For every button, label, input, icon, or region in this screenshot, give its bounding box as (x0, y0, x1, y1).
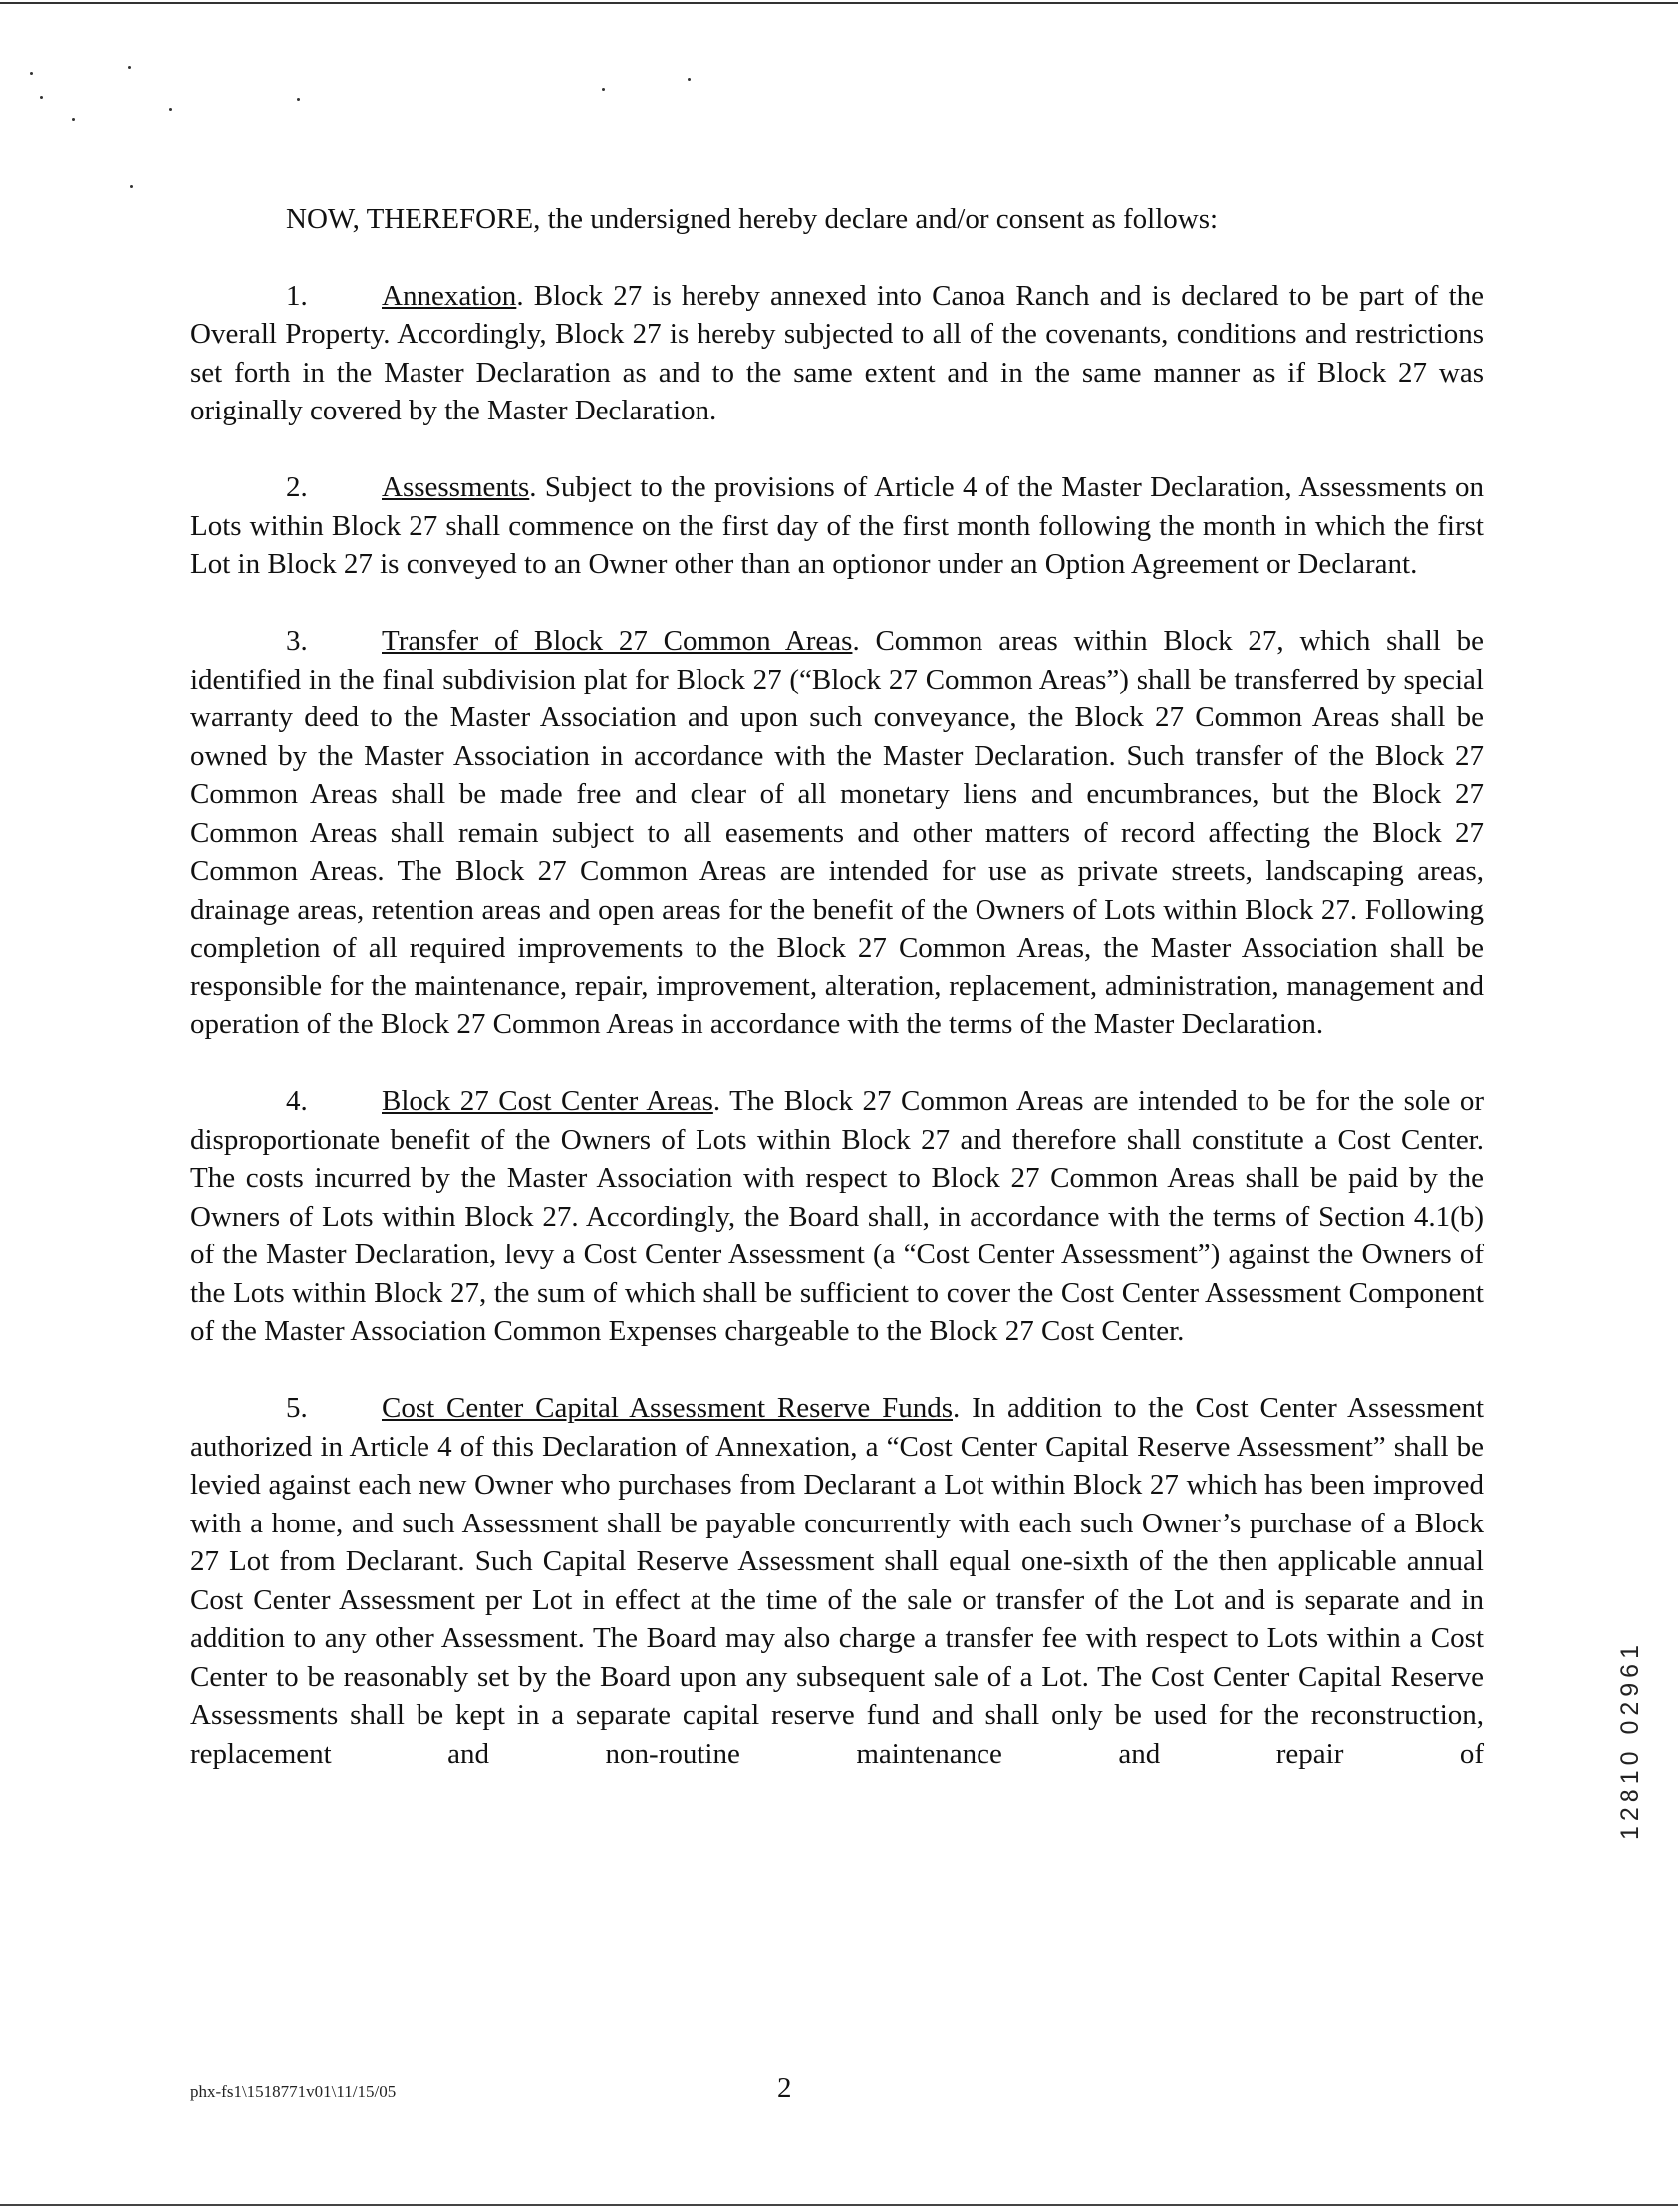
bottom-scan-border (0, 2204, 1678, 2206)
section-number: 5. (286, 1392, 308, 1424)
intro-line: NOW, THEREFORE, the undersigned hereby declare and/or consent as follows: (286, 203, 1219, 235)
side-recording-number: 12810 02961 (1616, 1640, 1644, 1841)
scan-speck (40, 96, 43, 99)
section-transfer-common-areas (190, 622, 1484, 1044)
scan-speck (688, 78, 691, 81)
section-assessments (190, 468, 1484, 584)
section-annexation (190, 277, 1484, 430)
section-number: 2. (286, 471, 308, 503)
scan-speck (297, 98, 300, 101)
section-heading: Block 27 Cost Center Areas (382, 1085, 713, 1117)
scan-speck (602, 88, 605, 91)
section-text: . Block 27 is hereby annexed into Canoa Ranch and is declared to be part of the Overall Property. Accordingly, Block 27 is hereby subjected to all of the covenants, conditions and restrictions set forth in the Master Declaration as and to the same extent and in the same manner as if Block 27 was originally covered by the Master Declaration. (190, 279, 1484, 426)
section-text: . In addition to the Cost Center Assessment authorized in Article 4 of this Declaration of Annexation, a “Cost Center Capital Reserve Assessment” shall be levied against each new Owner who purchases from Declarant a Lot within Block 27 which has been improved with a home, and such Assessment shall be payable concurrently with each such Owner’s purchase of a Block 27 Lot from Declarant. Such Capital Reserve Assessment shall equal one-sixth of the then applicable annual Cost Center Assessment per Lot in effect at the time of the sale or transfer of the Lot and is separate and in addition to any other Assessment. The Board may also charge a transfer fee with respect to Lots within a Cost Center to be reasonably set by the Board upon any subsequent sale of a Lot. The Cost Center Capital Reserve Assessments shall be kept in a separate capital reserve fund and shall only be used for the reconstruction, replacement and non-routine maintenance and repair of (190, 1392, 1484, 1770)
scan-speck (72, 118, 75, 121)
section-heading: Cost Center Capital Assessment Reserve Funds (382, 1392, 953, 1424)
section-heading: Transfer of Block 27 Common Areas (382, 625, 853, 657)
section-text: . The Block 27 Common Areas are intended to be for the sole or disproportionate benefit of the Owners of Lots within Block 27 and therefore shall constitute a Cost Center. The costs incurred by the Master Association with respect to Block 27 Common Areas shall be paid by the Owners of Lots within Block 27. Accordingly, the Board shall, in accordance with the terms of Section 4.1(b) of the Master Declaration, levy a Cost Center Assessment (a “Cost Center Assessment”) against the Owners of the Lots within Block 27, the sum of which shall be sufficient to cover the Cost Center Assessment Component of the Master Association Common Expenses chargeable to the Block 27 Cost Center. (190, 1085, 1484, 1347)
section-number: 4. (286, 1085, 308, 1117)
scan-speck (130, 185, 133, 188)
document-body (190, 200, 1484, 1811)
section-number: 1. (286, 279, 308, 312)
scan-speck (30, 72, 33, 75)
section-capital-reserve-funds (190, 1389, 1484, 1773)
section-text: . Subject to the provisions of Article 4 of the Master Declaration, Assessments on Lots within Block 27 shall commence on the first day of the first month following the month in which the first Lot in Block 27 is conveyed to an Owner other than an optionor under an Option Agreement or Declarant. (190, 471, 1484, 580)
section-cost-center-areas (190, 1082, 1484, 1351)
section-heading: Assessments (382, 471, 530, 503)
section-heading: Annexation (382, 279, 517, 312)
top-scan-border (0, 2, 1678, 4)
scan-speck (128, 66, 131, 69)
section-number: 3. (286, 625, 308, 657)
footer-document-reference: phx-fs1\1518771v01\11/15/05 (190, 2082, 397, 2101)
scan-speck (169, 108, 172, 111)
page-number: 2 (777, 2073, 792, 2104)
section-text: . Common areas within Block 27, which shall be identified in the final subdivision plat for Block 27 (“Block 27 Common Areas”) shall be transferred by special warranty deed to the Master Association and upon such conveyance, the Block 27 Common Areas shall be owned by the Master Association in accordance with the Master Declaration. Such transfer of the Block 27 Common Areas shall be made free and clear of all monetary liens and encumbrances, but the Block 27 Common Areas shall remain subject to all easements and other matters of record affecting the Block 27 Common Areas. The Block 27 Common Areas are intended for use as private streets, landscaping areas, drainage areas, retention areas and open areas for the benefit of the Owners of Lots within Block 27. Following completion of all required improvements to the Block 27 Common Areas, the Master Association shall be responsible for the maintenance, repair, improvement, alteration, replacement, administration, management and operation of the Block 27 Common Areas in accordance with the terms of the Master Declaration. (190, 625, 1484, 1040)
